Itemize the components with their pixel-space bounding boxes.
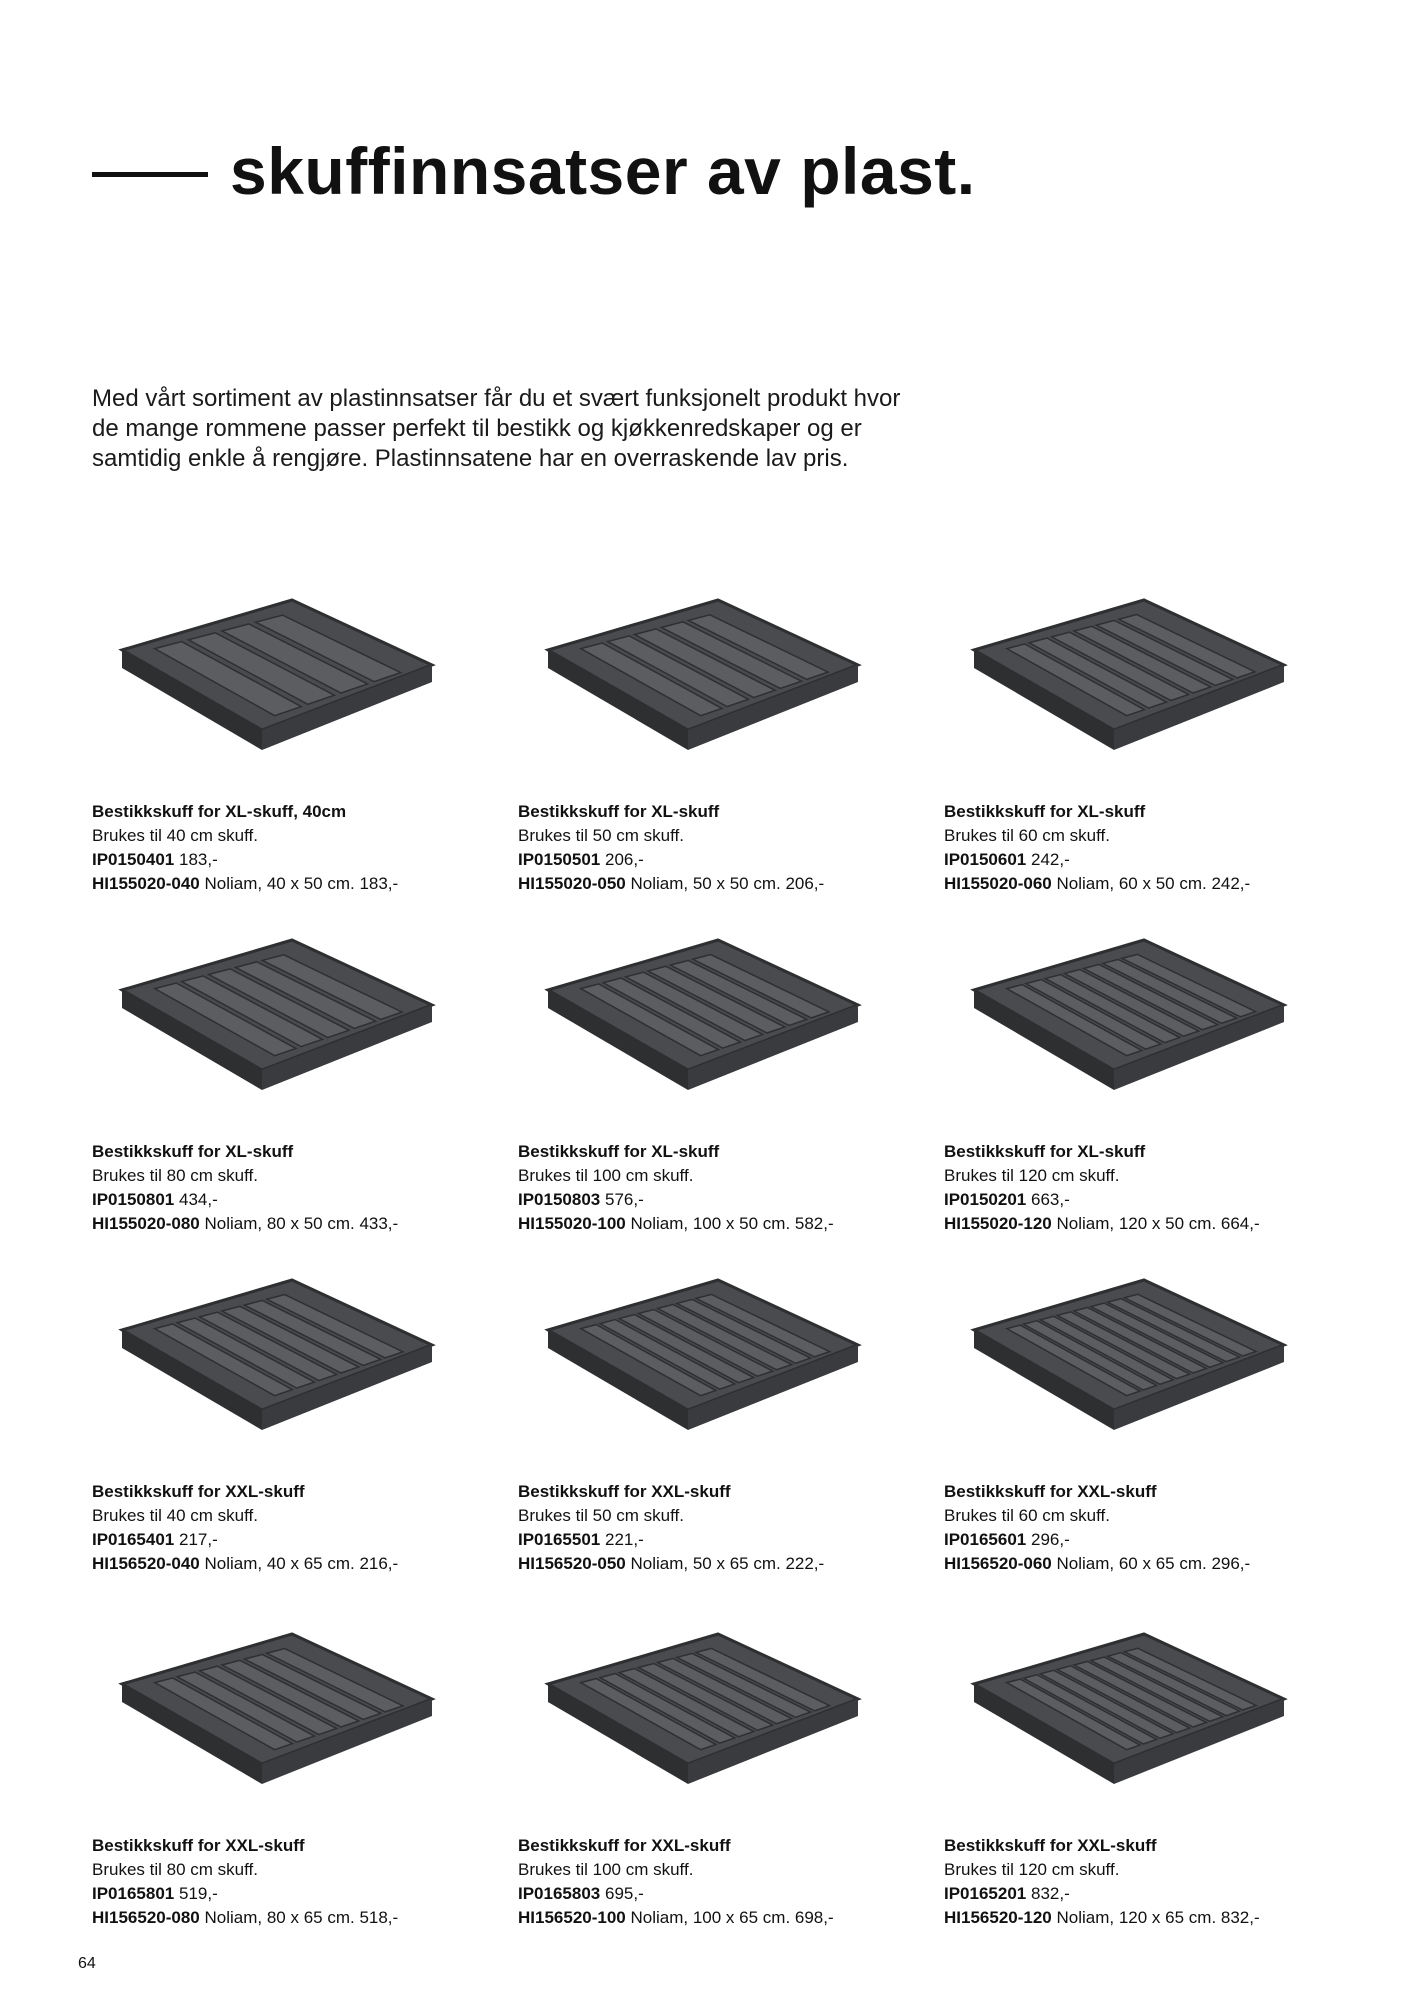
product-usage: Brukes til 40 cm skuff.: [92, 826, 258, 845]
alt-product-description: Noliam, 40 x 50 cm. 183,-: [204, 874, 399, 893]
product-code: IP0150803: [518, 1190, 601, 1209]
alt-product-code: HI156520-050: [518, 1554, 626, 1573]
product-card: [944, 1624, 1364, 1927]
alt-product-line: [92, 1552, 512, 1576]
intro-paragraph: [92, 384, 952, 474]
alt-product-code: HI155020-040: [92, 874, 200, 893]
cutlery-tray-image: [528, 1624, 868, 1804]
product-usage: Brukes til 40 cm skuff.: [92, 1506, 258, 1525]
product-name: Bestikkskuff for XL-skuff: [518, 802, 720, 821]
alt-product-description: Noliam, 40 x 65 cm. 216,-: [204, 1554, 399, 1573]
product-usage: Brukes til 120 cm skuff.: [944, 1860, 1120, 1879]
product-code-line: [944, 1528, 1364, 1552]
alt-product-description: Noliam, 50 x 65 cm. 222,-: [630, 1554, 825, 1573]
product-price: 519,-: [178, 1884, 218, 1903]
product-code-line: [944, 1882, 1364, 1906]
alt-product-code: HI155020-120: [944, 1214, 1052, 1233]
product-usage: Brukes til 60 cm skuff.: [944, 1506, 1110, 1525]
cutlery-tray-image: [528, 590, 868, 770]
cutlery-tray-image: [102, 1270, 442, 1450]
alt-product-code: HI155020-060: [944, 874, 1052, 893]
product-usage: Brukes til 50 cm skuff.: [518, 826, 684, 845]
alt-product-line: [92, 1906, 512, 1930]
product-card: [92, 1624, 512, 1927]
product-usage: Brukes til 80 cm skuff.: [92, 1860, 258, 1879]
product-card: [92, 1270, 512, 1573]
cutlery-tray-image: [102, 590, 442, 770]
cutlery-tray-image: [102, 1624, 442, 1804]
product-caption: [944, 1834, 1364, 1930]
product-caption: [518, 1834, 938, 1930]
product-code: IP0165201: [944, 1884, 1027, 1903]
product-usage: Brukes til 100 cm skuff.: [518, 1166, 694, 1185]
product-card: [944, 590, 1364, 893]
product-code: IP0165801: [92, 1884, 175, 1903]
product-card: [92, 590, 512, 893]
product-code: IP0165501: [518, 1530, 601, 1549]
product-name: Bestikkskuff for XXL-skuff: [518, 1482, 731, 1501]
product-usage: Brukes til 80 cm skuff.: [92, 1166, 258, 1185]
product-name: Bestikkskuff for XXL-skuff: [944, 1836, 1157, 1855]
product-caption: [92, 800, 512, 896]
alt-product-code: HI156520-040: [92, 1554, 200, 1573]
alt-product-description: Noliam, 80 x 50 cm. 433,-: [204, 1214, 399, 1233]
product-name: Bestikkskuff for XL-skuff: [92, 1142, 294, 1161]
cutlery-tray-image: [954, 930, 1294, 1110]
product-card: [518, 590, 938, 893]
product-code-line: [518, 1882, 938, 1906]
product-code: IP0150501: [518, 850, 601, 869]
cutlery-tray-image: [954, 1624, 1294, 1804]
product-price: 296,-: [1030, 1530, 1070, 1549]
page-title: [92, 134, 976, 208]
alt-product-code: HI156520-120: [944, 1908, 1052, 1927]
product-card: [518, 1270, 938, 1573]
alt-product-description: Noliam, 80 x 65 cm. 518,-: [204, 1908, 399, 1927]
product-price: 832,-: [1030, 1884, 1070, 1903]
product-caption: [92, 1140, 512, 1236]
product-caption: [518, 1480, 938, 1576]
product-usage: Brukes til 100 cm skuff.: [518, 1860, 694, 1879]
product-code-line: [518, 848, 938, 872]
product-name: Bestikkskuff for XL-skuff: [944, 802, 1146, 821]
product-price: 663,-: [1030, 1190, 1070, 1209]
product-code-line: [944, 848, 1364, 872]
product-name: Bestikkskuff for XXL-skuff: [92, 1482, 305, 1501]
alt-product-line: [944, 1906, 1364, 1930]
product-caption: [944, 800, 1364, 896]
product-caption: [944, 1480, 1364, 1576]
alt-product-code: HI155020-080: [92, 1214, 200, 1233]
alt-product-line: [944, 1552, 1364, 1576]
product-usage: Brukes til 60 cm skuff.: [944, 826, 1110, 845]
alt-product-line: [518, 1212, 938, 1236]
product-caption: [92, 1834, 512, 1930]
product-caption: [944, 1140, 1364, 1236]
product-code: IP0150201: [944, 1190, 1027, 1209]
alt-product-line: [518, 1552, 938, 1576]
product-code-line: [518, 1528, 938, 1552]
alt-product-line: [92, 1212, 512, 1236]
product-price: 434,-: [178, 1190, 218, 1209]
product-code-line: [92, 1882, 512, 1906]
product-price: 206,-: [604, 850, 644, 869]
product-name: Bestikkskuff for XL-skuff, 40cm: [92, 802, 347, 821]
product-code-line: [92, 1188, 512, 1212]
cutlery-tray-image: [102, 930, 442, 1110]
product-price: 217,-: [178, 1530, 218, 1549]
alt-product-code: HI155020-050: [518, 874, 626, 893]
product-card: [518, 1624, 938, 1927]
product-caption: [518, 1140, 938, 1236]
cutlery-tray-image: [954, 1270, 1294, 1450]
product-price: 183,-: [178, 850, 218, 869]
product-code: IP0150401: [92, 850, 175, 869]
product-name: Bestikkskuff for XXL-skuff: [944, 1482, 1157, 1501]
alt-product-description: Noliam, 120 x 65 cm. 832,-: [1056, 1908, 1260, 1927]
alt-product-description: Noliam, 60 x 65 cm. 296,-: [1056, 1554, 1251, 1573]
intro-line: de mange rommene passer perfekt til bestikk og kjøkkenredskaper og er: [92, 415, 862, 442]
product-code: IP0150801: [92, 1190, 175, 1209]
product-name: Bestikkskuff for XL-skuff: [944, 1142, 1146, 1161]
product-price: 242,-: [1030, 850, 1070, 869]
alt-product-code: HI155020-100: [518, 1214, 626, 1233]
alt-product-line: [518, 1906, 938, 1930]
intro-line: Med vårt sortiment av plastinnsatser får du et svært funksjonelt produkt hvor: [92, 385, 901, 412]
alt-product-description: Noliam, 100 x 65 cm. 698,-: [630, 1908, 834, 1927]
alt-product-code: HI156520-060: [944, 1554, 1052, 1573]
title-rule: [92, 172, 208, 177]
cutlery-tray-image: [954, 590, 1294, 770]
product-price: 695,-: [604, 1884, 644, 1903]
page-title-text: skuffinnsatser av plast.: [230, 134, 976, 208]
product-card: [92, 930, 512, 1233]
alt-product-description: Noliam, 120 x 50 cm. 664,-: [1056, 1214, 1260, 1233]
product-caption: [518, 800, 938, 896]
product-name: Bestikkskuff for XL-skuff: [518, 1142, 720, 1161]
alt-product-description: Noliam, 50 x 50 cm. 206,-: [630, 874, 825, 893]
alt-product-description: Noliam, 100 x 50 cm. 582,-: [630, 1214, 834, 1233]
product-code: IP0165803: [518, 1884, 601, 1903]
alt-product-line: [518, 872, 938, 896]
alt-product-code: HI156520-100: [518, 1908, 626, 1927]
cutlery-tray-image: [528, 1270, 868, 1450]
product-code: IP0165601: [944, 1530, 1027, 1549]
product-usage: Brukes til 120 cm skuff.: [944, 1166, 1120, 1185]
product-code-line: [92, 848, 512, 872]
product-card: [518, 930, 938, 1233]
product-code-line: [944, 1188, 1364, 1212]
product-card: [944, 930, 1364, 1233]
product-usage: Brukes til 50 cm skuff.: [518, 1506, 684, 1525]
product-code-line: [92, 1528, 512, 1552]
alt-product-line: [944, 872, 1364, 896]
alt-product-line: [92, 872, 512, 896]
cutlery-tray-image: [528, 930, 868, 1110]
product-code: IP0150601: [944, 850, 1027, 869]
alt-product-line: [944, 1212, 1364, 1236]
product-caption: [92, 1480, 512, 1576]
alt-product-description: Noliam, 60 x 50 cm. 242,-: [1056, 874, 1251, 893]
product-price: 576,-: [604, 1190, 644, 1209]
intro-line: samtidig enkle å rengjøre. Plastinnsatene har en overraskende lav pris.: [92, 445, 849, 472]
product-name: Bestikkskuff for XXL-skuff: [518, 1836, 731, 1855]
product-name: Bestikkskuff for XXL-skuff: [92, 1836, 305, 1855]
page-number: 64: [78, 1955, 96, 1972]
product-code: IP0165401: [92, 1530, 175, 1549]
product-code-line: [518, 1188, 938, 1212]
product-card: [944, 1270, 1364, 1573]
product-price: 221,-: [604, 1530, 644, 1549]
alt-product-code: HI156520-080: [92, 1908, 200, 1927]
